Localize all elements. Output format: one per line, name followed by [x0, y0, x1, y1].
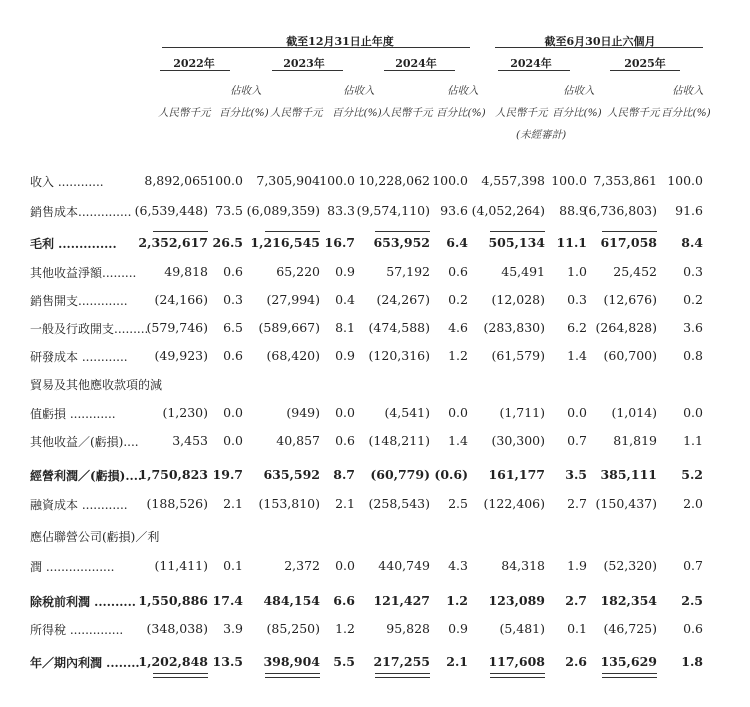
- amount-cell: 7,305,904: [256, 173, 320, 188]
- amount-cell: 8,892,065: [144, 173, 208, 188]
- amount-cell: 1,202,848: [138, 654, 208, 669]
- pct-cell: 0.1: [567, 621, 587, 636]
- pct-cell: 0.0: [223, 433, 243, 448]
- pct-cell: 26.5: [212, 235, 243, 250]
- pct-cell: 8.1: [335, 320, 355, 335]
- pct-cell: 2.7: [567, 496, 587, 511]
- pct-cell: 100.0: [551, 173, 587, 188]
- pct-cell: 0.6: [448, 264, 468, 279]
- amount-cell: (46,725): [603, 621, 657, 636]
- pct-cell: 3.5: [565, 467, 587, 482]
- pct-header-bottom: 百分比(%): [552, 107, 602, 119]
- year-underline: [272, 70, 343, 71]
- row-label: 應佔聯營公司(虧損)／利: [30, 530, 160, 544]
- amount-cell: 635,592: [263, 467, 320, 482]
- unaudited-note: (未經審計): [516, 129, 567, 141]
- amount-cell: 123,089: [488, 593, 545, 608]
- pct-cell: 6.4: [446, 235, 468, 250]
- year-underline: [498, 70, 570, 71]
- year-underline: [160, 70, 230, 71]
- amount-cell: 84,318: [501, 558, 545, 573]
- amount-header: 人民幣千元: [495, 107, 548, 119]
- pct-cell: 6.2: [567, 320, 587, 335]
- row-label: 融資成本 ............: [30, 498, 128, 512]
- row-label: 潤 ..................: [30, 560, 115, 574]
- pct-cell: 0.3: [567, 292, 587, 307]
- pct-cell: 2.1: [223, 496, 243, 511]
- amount-cell: 4,557,398: [481, 173, 545, 188]
- pct-cell: 8.7: [333, 467, 355, 482]
- row-label: 經營利潤／(虧損)....: [30, 469, 143, 483]
- row-label: 銷售成本..............: [30, 205, 132, 219]
- amount-cell: 25,452: [613, 264, 657, 279]
- amount-cell: 385,111: [600, 467, 657, 482]
- pct-cell: 0.0: [567, 405, 587, 420]
- amount-cell: 2,372: [284, 558, 320, 573]
- pct-cell: 0.6: [335, 433, 355, 448]
- row-label: 年／期內利潤 ........: [30, 656, 140, 670]
- pct-header-bottom: 百分比(%): [661, 107, 711, 119]
- amount-cell: 217,255: [373, 654, 430, 669]
- amount-cell: 2,352,617: [138, 235, 208, 250]
- amount-cell: (1,711): [499, 405, 545, 420]
- total-double-underline: [153, 673, 208, 678]
- amount-cell: 117,608: [488, 654, 545, 669]
- amount-cell: 81,819: [613, 433, 657, 448]
- pct-cell: 13.5: [212, 654, 243, 669]
- row-label: 毛利 ..............: [30, 237, 117, 251]
- pct-cell: 1.4: [567, 348, 587, 363]
- pct-cell: 2.7: [565, 593, 587, 608]
- amount-cell: 40,857: [276, 433, 320, 448]
- pct-cell: 73.5: [215, 203, 243, 218]
- group-header-fiscal-year: 截至12月31日止年度: [286, 35, 394, 48]
- amount-cell: (61,579): [491, 348, 545, 363]
- amount-header: 人民幣千元: [158, 107, 211, 119]
- amount-cell: (6,736,803): [583, 203, 657, 218]
- pct-cell: 0.6: [223, 348, 243, 363]
- pct-cell: 0.0: [448, 405, 468, 420]
- subtotal-underline: [490, 231, 545, 232]
- pct-cell: 100.0: [667, 173, 703, 188]
- pct-cell: 3.9: [223, 621, 243, 636]
- pct-cell: (0.6): [434, 467, 468, 482]
- amount-cell: (120,316): [368, 348, 430, 363]
- amount-header: 人民幣千元: [380, 107, 433, 119]
- pct-cell: 88.9: [559, 203, 587, 218]
- amount-header: 人民幣千元: [270, 107, 323, 119]
- pct-cell: 8.4: [681, 235, 703, 250]
- pct-header-top: 佔收入: [672, 85, 704, 97]
- pct-cell: 19.7: [212, 467, 243, 482]
- pct-header-top: 佔收入: [447, 85, 479, 97]
- amount-cell: 653,952: [373, 235, 430, 250]
- amount-cell: 1,550,886: [138, 593, 208, 608]
- amount-cell: (188,526): [146, 496, 208, 511]
- amount-cell: (283,830): [483, 320, 545, 335]
- subtotal-underline: [265, 231, 320, 232]
- pct-cell: 2.0: [683, 496, 703, 511]
- group-underline-left: [162, 47, 470, 48]
- row-label: 收入 ............: [30, 175, 104, 189]
- pct-cell: 17.4: [212, 593, 243, 608]
- total-double-underline: [265, 673, 320, 678]
- amount-cell: (258,543): [368, 496, 430, 511]
- pct-cell: 0.6: [223, 264, 243, 279]
- pct-cell: 0.4: [335, 292, 355, 307]
- pct-cell: 2.5: [681, 593, 703, 608]
- row-label: 銷售開支.............: [30, 294, 128, 308]
- year-underline: [384, 70, 455, 71]
- pct-cell: 0.1: [223, 558, 243, 573]
- amount-cell: 1,216,545: [250, 235, 320, 250]
- pct-cell: 1.0: [567, 264, 587, 279]
- amount-cell: 1,750,823: [138, 467, 208, 482]
- amount-cell: (122,406): [483, 496, 545, 511]
- pct-cell: 0.3: [223, 292, 243, 307]
- pct-cell: 2.5: [448, 496, 468, 511]
- amount-cell: 45,491: [501, 264, 545, 279]
- group-header-six-months: 截至6月30日止六個月: [544, 35, 656, 48]
- pct-cell: 0.7: [567, 433, 587, 448]
- pct-cell: 0.2: [448, 292, 468, 307]
- amount-cell: 505,134: [488, 235, 545, 250]
- pct-cell: 2.1: [446, 654, 468, 669]
- pct-cell: 5.5: [333, 654, 355, 669]
- amount-cell: 65,220: [276, 264, 320, 279]
- amount-cell: (348,038): [146, 621, 208, 636]
- amount-cell: (24,166): [154, 292, 208, 307]
- amount-cell: (4,052,264): [471, 203, 545, 218]
- amount-cell: (1,014): [611, 405, 657, 420]
- pct-cell: 0.0: [223, 405, 243, 420]
- amount-cell: (474,588): [368, 320, 430, 335]
- amount-cell: 398,904: [263, 654, 320, 669]
- pct-header-bottom: 百分比(%): [436, 107, 486, 119]
- pct-cell: 0.2: [683, 292, 703, 307]
- amount-cell: 617,058: [600, 235, 657, 250]
- amount-cell: (949): [286, 405, 320, 420]
- amount-cell: (60,779): [370, 467, 430, 482]
- pct-cell: 0.9: [335, 264, 355, 279]
- pct-cell: 0.0: [335, 405, 355, 420]
- pct-header-top: 佔收入: [563, 85, 595, 97]
- pct-header-top: 佔收入: [343, 85, 375, 97]
- amount-cell: (6,089,359): [246, 203, 320, 218]
- amount-cell: (1,230): [162, 405, 208, 420]
- amount-cell: 121,427: [373, 593, 430, 608]
- pct-cell: 11.1: [556, 235, 587, 250]
- total-double-underline: [375, 673, 430, 678]
- pct-cell: 0.9: [335, 348, 355, 363]
- amount-cell: (68,420): [266, 348, 320, 363]
- amount-cell: 440,749: [378, 558, 430, 573]
- subtotal-underline: [602, 231, 657, 232]
- year-label: 2024年: [510, 57, 552, 70]
- total-double-underline: [490, 673, 545, 678]
- amount-cell: (589,667): [258, 320, 320, 335]
- amount-cell: 7,353,861: [593, 173, 657, 188]
- amount-cell: (5,481): [499, 621, 545, 636]
- year-label: 2024年: [395, 57, 437, 70]
- total-double-underline: [602, 673, 657, 678]
- pct-cell: 1.2: [446, 593, 468, 608]
- amount-cell: (49,923): [154, 348, 208, 363]
- amount-cell: (27,994): [266, 292, 320, 307]
- pct-cell: 0.3: [683, 264, 703, 279]
- pct-cell: 100.0: [432, 173, 468, 188]
- pct-cell: 91.6: [675, 203, 703, 218]
- year-label: 2022年: [173, 57, 215, 70]
- year-label: 2025年: [624, 57, 666, 70]
- subtotal-underline: [375, 231, 430, 232]
- amount-cell: (264,828): [595, 320, 657, 335]
- amount-cell: 161,177: [488, 467, 545, 482]
- pct-header-top: 佔收入: [230, 85, 262, 97]
- pct-cell: 1.1: [683, 433, 703, 448]
- amount-cell: 95,828: [386, 621, 430, 636]
- amount-cell: 49,818: [164, 264, 208, 279]
- pct-cell: 4.6: [448, 320, 468, 335]
- pct-cell: 5.2: [681, 467, 703, 482]
- pct-cell: 1.8: [681, 654, 703, 669]
- amount-cell: (12,028): [491, 292, 545, 307]
- row-label: 研發成本 ............: [30, 350, 128, 364]
- row-label: 值虧損 ............: [30, 407, 116, 421]
- pct-cell: 0.0: [683, 405, 703, 420]
- row-label: 一般及行政開支.........: [30, 322, 149, 336]
- pct-cell: 0.8: [683, 348, 703, 363]
- pct-header-bottom: 百分比(%): [332, 107, 382, 119]
- amount-cell: (24,267): [376, 292, 430, 307]
- row-label: 除稅前利潤 ..........: [30, 595, 136, 609]
- amount-cell: 484,154: [263, 593, 320, 608]
- pct-cell: 6.5: [223, 320, 243, 335]
- pct-cell: 1.2: [335, 621, 355, 636]
- amount-cell: (148,211): [368, 433, 430, 448]
- amount-cell: (60,700): [603, 348, 657, 363]
- pct-cell: 83.3: [327, 203, 355, 218]
- pct-cell: 100.0: [319, 173, 355, 188]
- pct-cell: 1.4: [448, 433, 468, 448]
- pct-cell: 2.6: [565, 654, 587, 669]
- pct-cell: 93.6: [440, 203, 468, 218]
- amount-cell: (9,574,110): [356, 203, 430, 218]
- amount-cell: (85,250): [266, 621, 320, 636]
- amount-cell: 182,354: [600, 593, 657, 608]
- pct-cell: 0.9: [448, 621, 468, 636]
- amount-cell: 135,629: [600, 654, 657, 669]
- row-label: 其他收益淨額.........: [30, 266, 137, 280]
- amount-cell: (579,746): [146, 320, 208, 335]
- row-label: 其他收益／(虧損)....: [30, 435, 139, 449]
- pct-cell: 0.7: [683, 558, 703, 573]
- amount-cell: (30,300): [491, 433, 545, 448]
- pct-cell: 16.7: [324, 235, 355, 250]
- pct-cell: 2.1: [335, 496, 355, 511]
- amount-cell: 57,192: [386, 264, 430, 279]
- pct-cell: 3.6: [683, 320, 703, 335]
- pct-header-bottom: 百分比(%): [219, 107, 269, 119]
- amount-cell: (11,411): [154, 558, 208, 573]
- row-label: 所得稅 ..............: [30, 623, 124, 637]
- amount-cell: (52,320): [603, 558, 657, 573]
- year-label: 2023年: [283, 57, 325, 70]
- amount-cell: (150,437): [595, 496, 657, 511]
- subtotal-underline: [153, 231, 208, 232]
- amount-cell: (153,810): [258, 496, 320, 511]
- group-underline-right: [495, 47, 703, 48]
- amount-cell: (4,541): [384, 405, 430, 420]
- amount-cell: 3,453: [172, 433, 208, 448]
- pct-cell: 0.0: [335, 558, 355, 573]
- amount-cell: 10,228,062: [358, 173, 430, 188]
- amount-cell: (6,539,448): [134, 203, 208, 218]
- amount-cell: (12,676): [603, 292, 657, 307]
- pct-cell: 6.6: [333, 593, 355, 608]
- pct-cell: 1.2: [448, 348, 468, 363]
- amount-header: 人民幣千元: [607, 107, 660, 119]
- pct-cell: 0.6: [683, 621, 703, 636]
- year-underline: [610, 70, 680, 71]
- pct-cell: 1.9: [567, 558, 587, 573]
- row-label: 貿易及其他應收款項的減: [30, 378, 163, 392]
- pct-cell: 4.3: [448, 558, 468, 573]
- pct-cell: 100.0: [207, 173, 243, 188]
